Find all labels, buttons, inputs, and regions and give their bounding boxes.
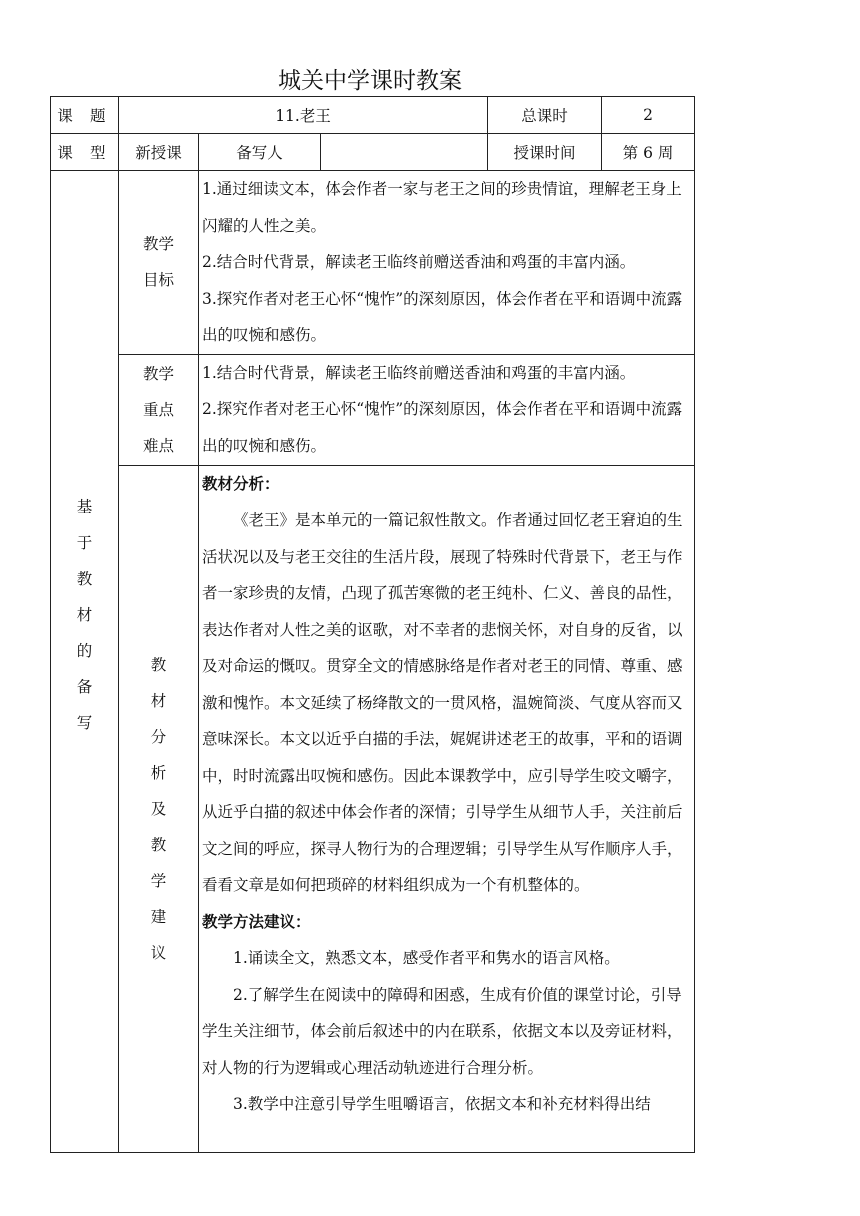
preparer-label: 备写人 (199, 134, 321, 171)
methods-heading: 教学方法建议： (202, 911, 311, 931)
row-analysis (51, 465, 695, 1152)
section-label: 基 于 教 材 的 备 写 (51, 171, 119, 1153)
analysis-label: 教 材 分 析 及 教 学 建 议 (119, 465, 199, 1152)
type-value: 新授课 (119, 134, 199, 171)
total-hours-label: 总课时 (488, 97, 602, 134)
total-hours-value: 2 (602, 97, 695, 134)
analysis-heading: 教材分析： (202, 473, 280, 493)
key-point-item: 2.探究作者对老王心怀“愧怍”的深刻原因，体会作者在平和语调中流露出的叹惋和感伤。 (202, 400, 683, 455)
analysis-content (199, 465, 695, 1152)
analysis-paragraph: 《老王》是本单元的一篇记叙性散文。作者通过回忆老王窘迫的生活状况以及与老王交往的生活片段，展现了特殊时代背景下，老王与作者一家珍贵的友情，凸现了孤苦寒微的老王纯朴、仁义、善良的品性，表达作者对人性之美的讴歌，对不幸者的悲悯关怀，对自身的反省，以及对命运的慨叹。贯穿全文的情感脉络是作者对老王的同情、尊重、感激和愧怍。本文延续了杨绛散文的一贯风格，温婉简淡、气度从容而又意味深长。本文以近乎白描的手法，娓娓讲述老王的故事，平和的语调中，时时流露出叹惋和感伤。因此本课教学中，应引导学生咬文嚼字，从近乎白描的叙述中体会作者的深情；引导学生从细节人手，关注前后文之间的呼应，探寻人物行为的合理逻辑；引导学生从写作顺序人手，看看文章是如何把琐碎的材料组织成为一个有机整体的。 (202, 511, 683, 894)
row-type (51, 134, 695, 171)
topic-value: 11.老王 (119, 97, 488, 134)
method-item: 1.诵读全文，熟悉文本，感受作者平和隽水的语言风格。 (233, 949, 620, 967)
goals-label: 教学 目标 (119, 171, 199, 355)
key-points-content (199, 354, 695, 465)
preparer-value (321, 134, 488, 171)
teach-time-value: 第 6 周 (602, 134, 695, 171)
goal-item: 1.通过细读文本，体会作者一家与老王之间的珍贵情谊，理解老王身上闪耀的人性之美。 (202, 180, 682, 235)
key-point-item: 1.结合时代背景，解读老王临终前赠送香油和鸡蛋的丰富内涵。 (202, 363, 636, 382)
topic-label: 课 题 (51, 97, 119, 134)
method-item: 2.了解学生在阅读中的障碍和困惑，生成有价值的课堂讨论，引导学生关注细节，体会前后叙述中的内在联系，依据文本以及旁证材料，对人物的行为逻辑或心理活动轨迹进行合理分析。 (202, 985, 683, 1077)
row-topic (51, 97, 695, 134)
row-goals (51, 171, 695, 355)
key-points-label: 教学 重点 难点 (119, 354, 199, 465)
goal-item: 2.结合时代背景，解读老王临终前赠送香油和鸡蛋的丰富内涵。 (202, 253, 636, 271)
goal-item: 3.探究作者对老王心怀“愧怍”的深刻原因，体会作者在平和语调中流露出的叹惋和感伤。 (202, 289, 683, 344)
method-item: 3.教学中注意引导学生咀嚼语言，依据文本和补充材料得出结 (233, 1095, 651, 1113)
teach-time-label: 授课时间 (488, 134, 602, 171)
row-key-points (51, 354, 695, 465)
type-label: 课 型 (51, 134, 119, 171)
page-title: 城关中学课时教案 (278, 68, 462, 94)
lesson-plan-table (50, 96, 695, 1153)
goals-content (199, 171, 695, 355)
